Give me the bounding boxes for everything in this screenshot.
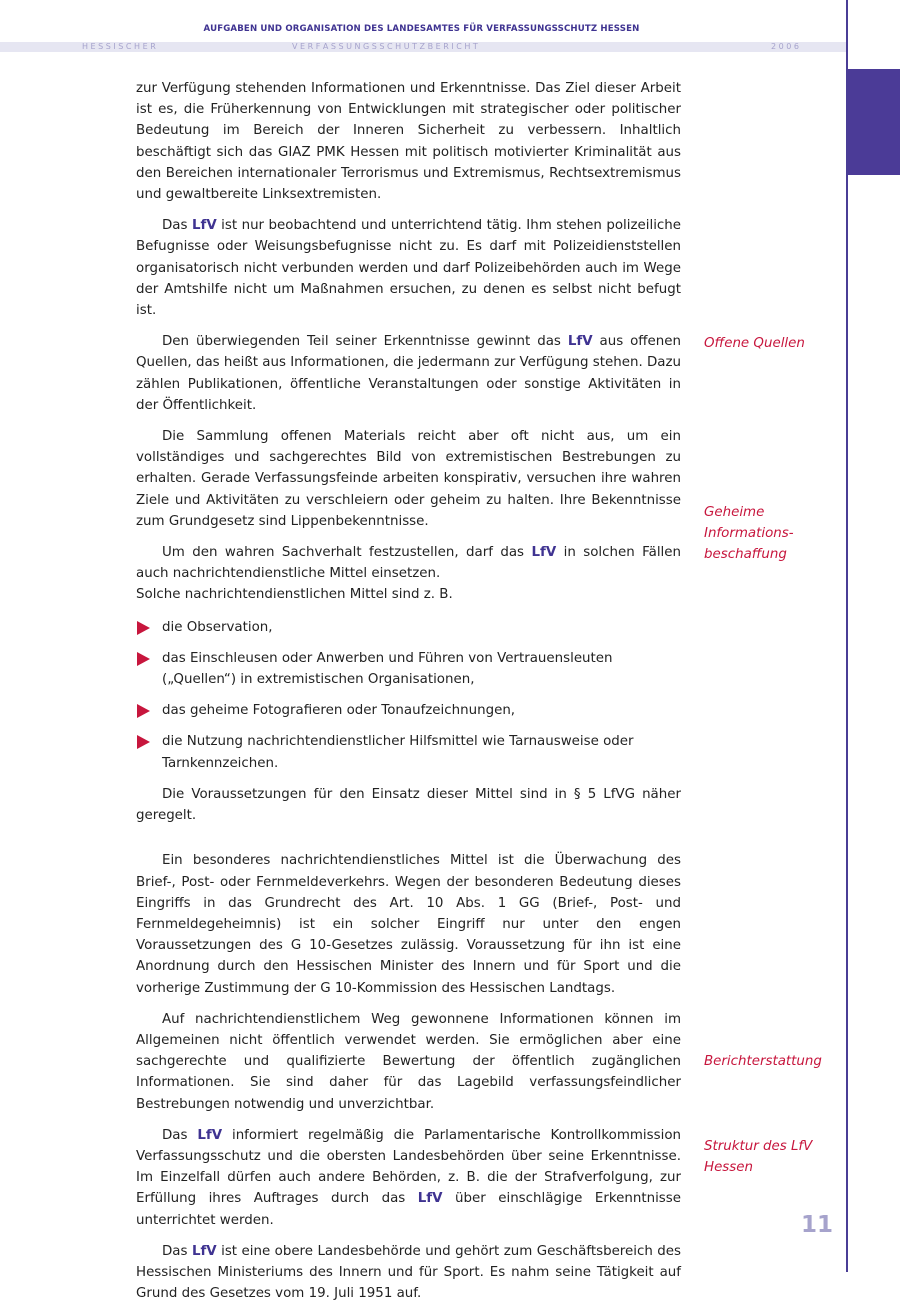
margin-note-berichterstattung: Berichterstattung (704, 1054, 822, 1069)
header-band-word-verfassungsschutzbericht: V E R F A S S U N G S S C H U T Z B E R I C H T (292, 42, 478, 51)
paragraph-8: Auf nachrichtendienstlichem Weg gewonnene Informationen können im Allgemeinen nicht öffentlich verwendet werden. Sie ermöglichen aber eine sachgerechte und qualifizierte Bewertung der öffentlich zugänglichen Informationen. Sie sind daher für das Lagebild verfassungsfeindlicher Bestrebungen notwendig und unverzichtbar. (136, 1011, 681, 1112)
paragraph-2: Das LfV ist nur beobachtend und unterrichtend tätig. Ihm stehen polizeiliche Befugnisse oder Weisungsbefugnisse nicht zu. Es darf mit Polizeidienststellen organisatorisch nicht verbunden werden und darf Polizeibehörden auch im Wege der Amtshilfe nicht um Maßnahmen ersuchen, zu denen es selbst nicht befugt ist. (136, 218, 682, 319)
triangle-bullet-icon (137, 735, 150, 749)
page-number: 11 (800, 1212, 833, 1238)
paragraph-10: Das LfV ist eine obere Landesbehörde und gehört zum Geschäftsbereich des Hessischen Ministeriums des Innern und für Sport. Es nahm seine Tätigkeit auf Grund des Gesetzes vom 19. Juli 1951 auf. (136, 1243, 681, 1302)
paragraph-4: Die Sammlung offenen Materials reicht aber oft nicht aus, um ein vollständiges und sachgerechtes Bild von extremistischen Bestrebungen zu erhalten. Gerade Verfassungsfeinde arbeiten konspirativ, versuchen ihre wahren Ziele und Aktivitäten zu verschleiern oder geheim zu halten. Ihre Bekenntnisse zum Grundgesetz sind Lippenbekenntnisse. (136, 429, 681, 529)
paragraph-1: zur Verfügung stehenden Informationen und Erkenntnisse. Das Ziel dieser Arbeit ist es, die Früherkennung von Entwicklungen mit strategischer oder politischer Bedeutung im Bereich der Inneren Sicherheit zu verbessern. Inhaltlich beschäftigt sich das GIAZ PMK Hessen mit politisch motivierter Kriminalität aus den Bereichen internationaler Terrorismus und Extremismus, Rechtsextremismus und gewaltbereite Linksextremisten. (136, 81, 681, 203)
header-band-word-hessischer: H E S S I S C H E R (82, 42, 156, 51)
triangle-bullet-icon (137, 704, 150, 718)
paragraph-6: Die Voraussetzungen für den Einsatz dieser Mittel sind in § 5 LfVG näher geregelt. (136, 786, 681, 824)
paragraph-7: Ein besonderes nachrichtendienstliches Mittel ist die Überwachung des Brief-, Post- oder Fernmeldeverkehrs. Wegen der besonderen Bedeutung dieses Eingriffs in das Grundrecht des Art. 10 Abs. 1 GG (Brief-, Post- und Fernmeldegeheimnis) ist ein solcher Eingriff nur unter den engen Voraussetzungen des G 10-Gesetzes zulässig. Voraussetzung für ihn ist eine Anordnung durch den Hessischen Minister des Innern und für Sport und die vorherige Zustimmung der G 10-Kommission des Hessischen Landtags. (136, 853, 681, 996)
header-band-year: 2 0 0 6 (771, 42, 799, 51)
triangle-bullet-icon (137, 621, 150, 635)
running-header-title: AUFGABEN UND ORGANISATION DES LANDESAMTES FÜR VERFASSUNGSSCHUTZ HESSEN (203, 24, 640, 34)
lfv-abbrev: LfV (191, 1243, 217, 1259)
margin-note-struktur: Struktur des LfV Hessen (704, 1139, 813, 1175)
paragraph-9: Das LfV informiert regelmäßig die Parlamentarische Kontrollkommission Verfassungsschutz und die obersten Landesbehörden über seine Erkenntnisse. Im Einzelfall dürfen auch andere Behörden, z. B. die der Strafverfolgung, zur Erfüllung ihres Auftrages durch das LfV über einschlägige Erkenntnisse unterrichtet werden. (136, 1127, 682, 1228)
lfv-abbrev: LfV (417, 1191, 443, 1207)
vertical-rule (846, 0, 848, 1272)
list-item: die Observation, (136, 617, 681, 638)
main-text-column (136, 78, 681, 1314)
lfv-abbrev: LfV (197, 1127, 223, 1143)
paragraph-5: Um den wahren Sachverhalt festzustellen, darf das LfV in solchen Fällen auch nachrichtendienstliche Mittel einsetzen. (136, 545, 681, 582)
paragraph-3: Den überwiegenden Teil seiner Erkenntnisse gewinnt das LfV aus offenen Quellen, das heißt aus Informationen, die jedermann zur Verfügung stehen. Dazu zählen Publikationen, öffentliche Veranstaltungen oder sonstige Aktivitäten in der Öffentlichkeit. (136, 334, 681, 413)
triangle-bullet-icon (137, 652, 150, 666)
means-list (136, 617, 681, 774)
section-tab-marker (848, 69, 900, 175)
list-item: die Nutzung nachrichtendienstlicher Hilfsmittel wie Tarnausweise oder Tarnkennzeichen. (136, 731, 681, 773)
list-item: das Einschleusen oder Anwerben und Führen von Vertrauensleuten („Quellen“) in extremistischen Organisationen, (136, 648, 681, 690)
lfv-abbrev: LfV (531, 545, 557, 561)
list-item: das geheime Fotografieren oder Tonaufzeichnungen, (136, 700, 681, 721)
margin-note-geheime-informationsbeschaffung: Geheime Informations- beschaffung (704, 505, 794, 562)
lfv-abbrev: LfV (567, 334, 593, 350)
margin-note-offene-quellen: Offene Quellen (704, 336, 805, 351)
paragraph-5-continuation: Solche nachrichtendienstlichen Mittel sind z. B. (136, 587, 453, 603)
lfv-abbrev: LfV (191, 218, 217, 234)
